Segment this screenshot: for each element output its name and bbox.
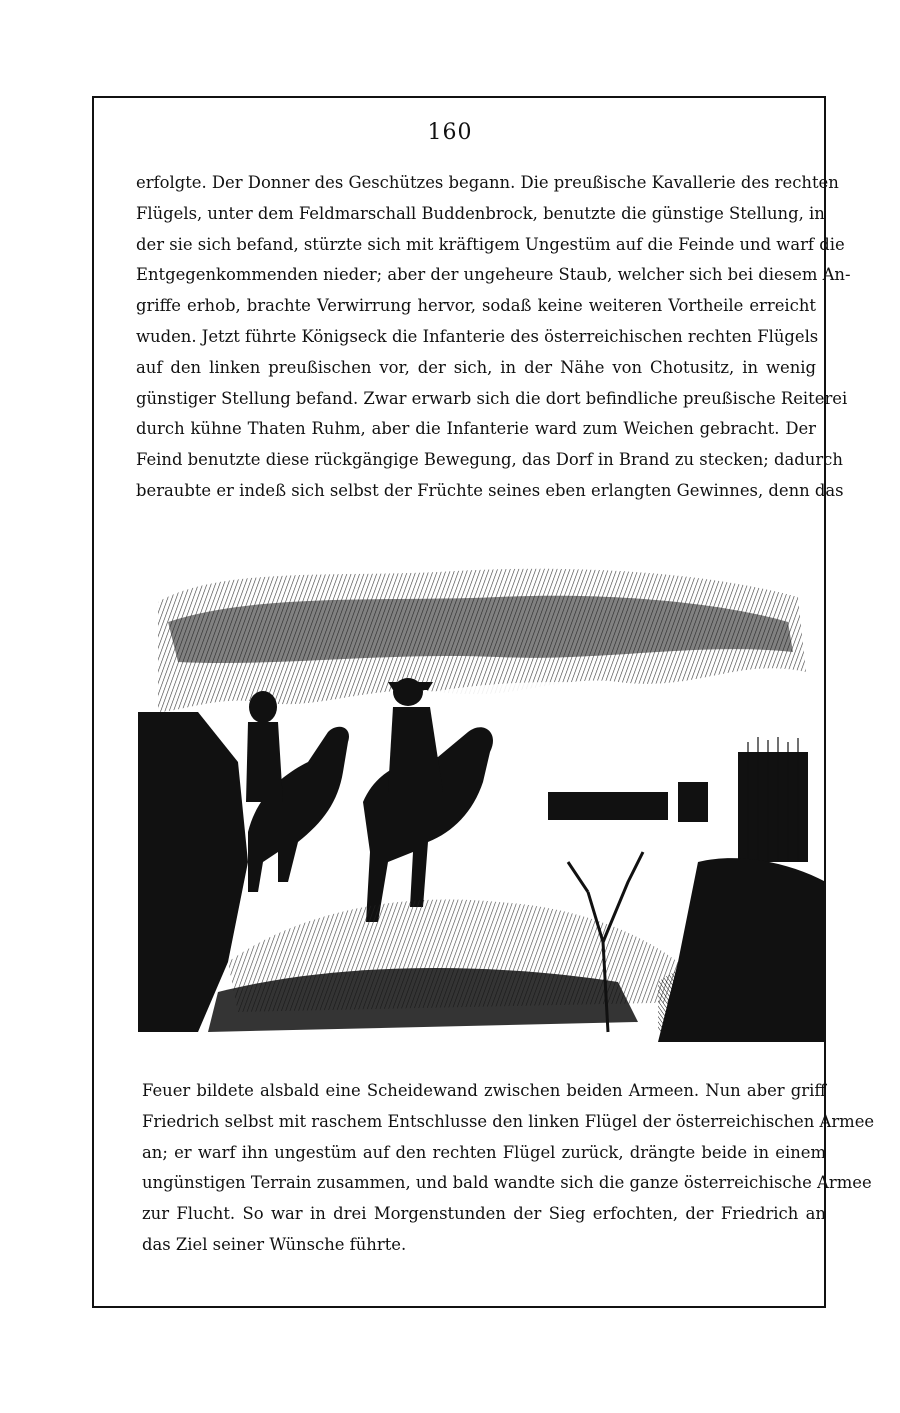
paragraph-bottom (142, 1076, 875, 1261)
text-line: Entgegenkommenden nieder; aber der ungeheure Staub, welcher sich bei diesem An- (136, 265, 851, 285)
text-line: beraubte er indeß sich selbst der Früchte seines eben erlangten Gewinnes, denn das (136, 480, 844, 500)
text-line: zur Flucht. So war in drei Morgenstunden der Sieg erfochten, der Friedrich an (142, 1204, 826, 1224)
text-line: ungünstigen Terrain zusammen, und bald wandte sich die ganze österreichische Armee (142, 1173, 872, 1193)
text-line: Friedrich selbst mit raschem Entschlusse den linken Flügel der österreichischen Armee (142, 1111, 875, 1131)
text-line: auf den linken preußischen vor, der sich, in der Nähe von Chotusitz, in wenig (136, 357, 816, 377)
text-line: günstiger Stellung befand. Zwar erwarb sich die dort befindliche preußische Reiterei (136, 388, 848, 408)
text-line: griffe erhob, brachte Verwirrung hervor, sodaß keine weiteren Vortheile erreicht (136, 296, 816, 316)
text-line: wuden. Jetzt führte Königseck die Infanterie des österreichischen rechten Flügels (136, 326, 819, 346)
text-line: Flügels, unter dem Feldmarschall Buddenbrock, benutzte die günstige Stellung, in (136, 203, 825, 223)
rider-left (246, 691, 349, 892)
text-line: Feind benutzte diese rückgängige Bewegung, das Dorf in Brand zu stecken; dadurch (136, 450, 843, 470)
text-line: erfolgte. Der Donner des Geschützes begann. Die preußische Kavallerie des rechten (136, 173, 839, 192)
text-line: an; er warf ihn ungestüm auf den rechten Flügel zurück, drängte beide in einem (142, 1142, 826, 1162)
battle-illustration (138, 562, 826, 1042)
text-line: durch kühne Thaten Ruhm, aber die Infanterie ward zum Weichen gebracht. Der (136, 419, 816, 439)
page-number: 160 (427, 120, 473, 145)
text-line: Feuer bildete alsbald eine Scheidewand zwischen beiden Armeen. Nun aber griff (142, 1081, 826, 1100)
paragraph-top (136, 168, 851, 507)
text-line: das Ziel seiner Wünsche führte. (142, 1234, 407, 1254)
text-line: der sie sich befand, stürzte sich mit kräftigem Ungestüm auf die Feinde und warf die (136, 234, 845, 254)
